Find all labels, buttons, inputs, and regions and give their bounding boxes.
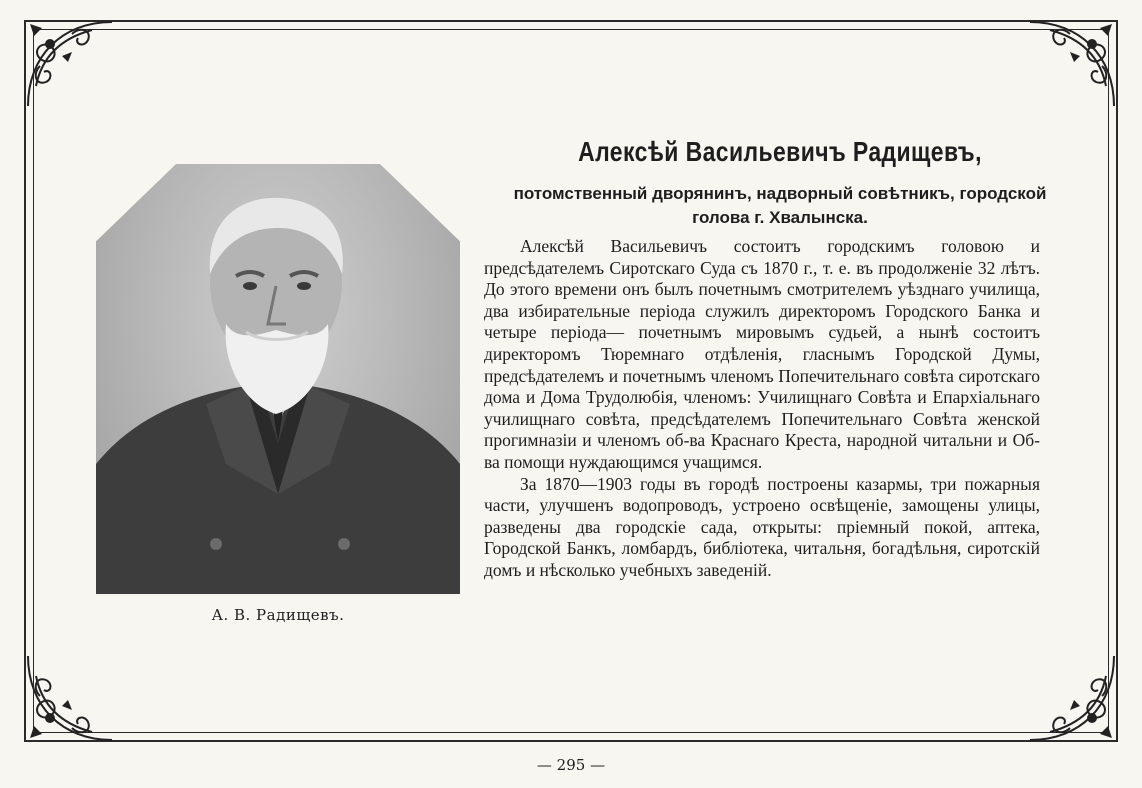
paragraph: Алексѣй Васильевичъ состоитъ городскимъ головою и предсѣдателемъ Сиротскаго Суда съ 1870 г., т. е. въ продолженіе 32 лѣтъ. До этого времени онъ былъ почетнымъ смотрителемъ уѣзднаго училища, два избирательные періода служилъ директоромъ Городского Банка и четыре періода— почетнымъ мировымъ судьей, а нынѣ состоитъ директоромъ Тюремнаго отдѣленія, гласнымъ Городской Думы, предсѣдателемъ и почетнымъ членомъ Попечительнаго совѣта сиротскаго дома и Дома Трудолюбія, членомъ: Училищнаго Совѣта и Епархіальнаго училищнаго совѣта, предсѣдателемъ Попечительнаго Совѣта женской прогимназіи и членомъ об-ва Краснаго Креста, народной читальни и Об-ва помощи нуждающимся учащимся. [484, 236, 1040, 472]
subtitle-line: потомственный дворянинъ, надворный совѣтникъ, городской [513, 184, 1047, 203]
biography-text [484, 236, 1040, 582]
page-subtitle [478, 182, 1082, 230]
corner-ornament-icon [1024, 650, 1120, 746]
page-number: — 295 — [536, 756, 606, 774]
corner-ornament-icon [22, 650, 118, 746]
corner-ornament-icon [1024, 16, 1120, 112]
subtitle-line: голова г. Хвалынска. [692, 208, 868, 227]
paragraph: За 1870—1903 годы въ городѣ построены казармы, три пожарныя части, улучшенъ водопроводъ, устроено освѣщеніе, замощены улицы, разведены два городскіе сада, открыты: пріемный покой, аптека, Городской Банкъ, ломбардъ, библіотека, читальня, богадѣльня, сиротскій домъ и нѣсколько учебныхъ заведеній. [484, 473, 1040, 580]
corner-ornament-icon [22, 16, 118, 112]
page-title: Алексѣй Васильевичъ Радищевъ, [578, 136, 982, 167]
portrait-photo [96, 164, 460, 594]
portrait-caption: А. В. Радищевъ. [211, 606, 345, 624]
portrait-figure-icon [96, 164, 460, 594]
